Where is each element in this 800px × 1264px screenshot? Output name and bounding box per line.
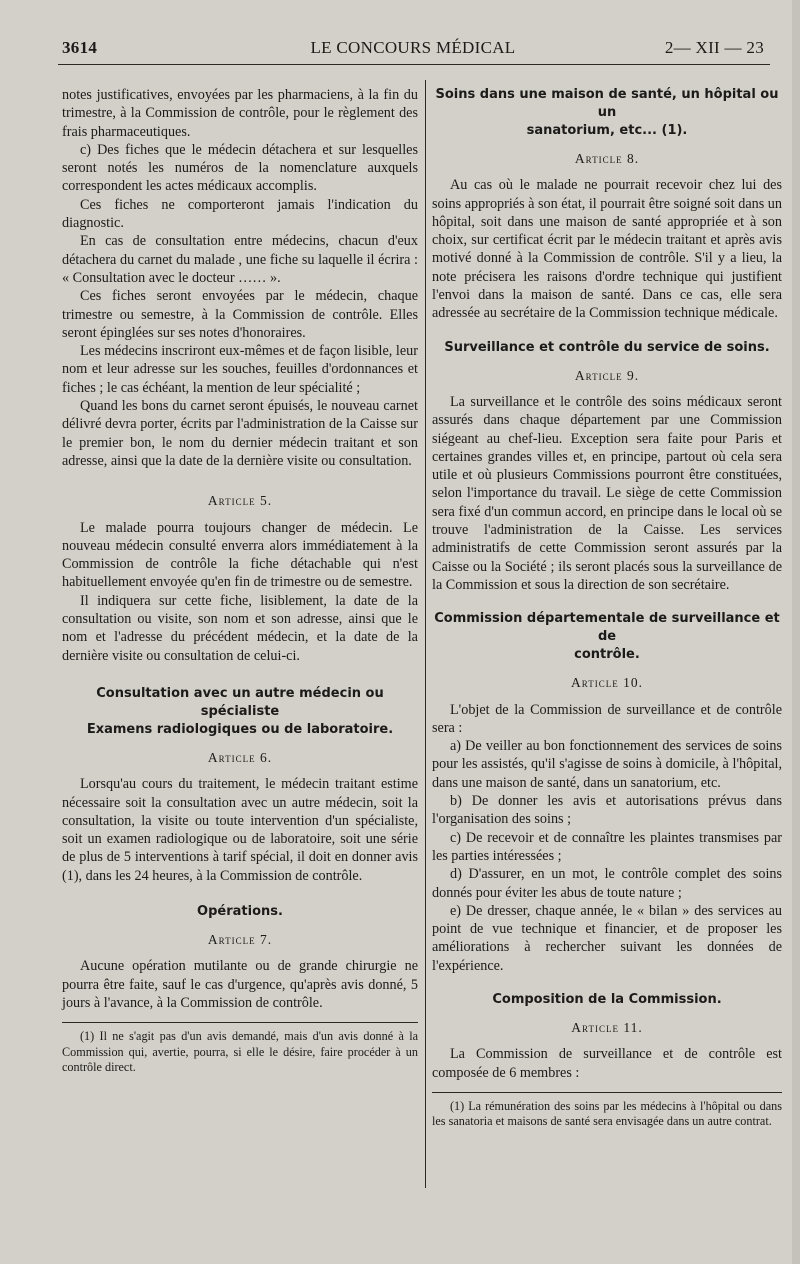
issue-number: 2— XII — 23: [664, 38, 764, 57]
section-heading: [432, 610, 782, 664]
running-header: [62, 34, 764, 60]
paragraph: Ces fiches seront envoyées par le médecin, chaque trimestre ou semestre, à la Commission de contrôle. Elles seront épinglées sur ses notes d'honoraires.: [62, 288, 418, 341]
footnote-rule: [432, 1092, 782, 1093]
article-heading: Article 8.: [574, 151, 640, 166]
header-rule: [58, 64, 770, 65]
paragraph: Ces fiches ne comporteront jamais l'indication du diagnostic.: [62, 196, 418, 232]
paragraph: Il indiquera sur cette fiche, lisiblement, la date de la consultation ou visite, son nom et son adresse, ainsi que le nom et l'adresse du précédent médecin, et la date de la dernière visite ou consultation de celui-ci.: [62, 592, 418, 664]
column-divider: [425, 80, 426, 1188]
page-number: 3614: [62, 38, 98, 57]
paragraph: Aucune opération mutilante ou de grande chirurgie ne pourra être faite, sauf le cas d'urgence, qu'après avis donné, 5 jours à l'avance, à la Commission de contrôle.: [62, 958, 418, 1011]
paragraph: La surveillance et le contrôle des soins médicaux seront assurés dans chaque département par une Commission siégeant au chef-lieu. Exception sera faite pour Paris et certaines grandes villes et, en principe, partout où cela sera utile et où plusieurs Commissions pourront être constituées, selon l'importance du travail. Le siège de cette Commission sera fixé d'un commun accord, en principe dans le local où se trouve l'administration de la Caisse. Les services administratifs de cette Commission seront assurés par la Caisse ou la Société ; ils seront placés sous la surveillance de la Commission et sous la direction de son secrétaire.: [432, 393, 782, 593]
paragraph: d) D'assurer, en un mot, le contrôle complet des soins donnés pour éviter les abus de toute nature ;: [432, 866, 782, 901]
article-heading: Article 9.: [574, 367, 640, 383]
section-heading-line: Consultation avec un autre médecin ou spécialiste: [96, 685, 384, 719]
paragraph: Lorsqu'au cours du traitement, le médecin traitant estime nécessaire soit la consultation avec un autre médecin, soit la consultation, la visite ou toute intervention d'un spécialiste, soit un examen radiologique ou de laboratoire, soit une série de plus de 5 interventions à tarif spécial, il doit en donner avis (1), dans les 24 heures, à la Commission de contrôle.: [62, 776, 418, 884]
section-heading: Composition de la Commission.: [492, 991, 722, 1007]
section-heading: Opérations.: [197, 903, 283, 919]
paragraph: En cas de consultation entre médecins, chacun d'eux détachera du carnet du malade , une fiche su laquelle il écrira : « Consultation avec le docteur …… ».: [62, 233, 418, 286]
paragraph: notes justificatives, envoyées par les pharmaciens, à la fin du trimestre, à la Commission de contrôle, pour le règlement des frais pharmaceutiques.: [62, 87, 418, 140]
paragraph: a) De veiller au bon fonctionnement des services de soins pour les assistés, qu'il s'agisse de soins à domicile, à l'hôpital, dans une maison de santé, dans un sanatorium, etc.: [432, 738, 782, 791]
paragraph: c) De recevoir et de connaître les plaintes transmises par les parties intéressées ;: [432, 829, 782, 864]
article-heading: Article 6.: [207, 749, 273, 765]
section-heading-line: Soins dans une maison de santé, un hôpital ou un: [435, 87, 779, 120]
section-heading-line: contrôle.: [574, 647, 640, 663]
section-heading-line: Commission départementale de surveillance et de: [434, 611, 780, 645]
article-heading: Article 7.: [207, 931, 273, 947]
section-heading: [62, 685, 418, 739]
paragraph: L'objet de la Commission de surveillance et de contrôle sera :: [432, 701, 782, 736]
paragraph: La Commission de surveillance et de contrôle est composée de 6 membres :: [432, 1046, 782, 1081]
footnote: (1) La rémunération des soins par les médecins à l'hôpital ou dans les sanatoria et maisons de santé sera envisagée dans un autre contrat.: [432, 1098, 782, 1129]
paragraph: Quand les bons du carnet seront épuisés, le nouveau carnet délivré devra porter, écrits par l'administration de la Caisse sur le premier bon, le nom du dernier médecin traitant et son adresse, ainsi que la date de la dernière visite ou consultation.: [62, 398, 418, 469]
article-heading: Article 10.: [571, 675, 643, 691]
section-heading: Surveillance et contrôle du service de soins.: [444, 339, 770, 355]
page-edge: [792, 0, 800, 1264]
paragraph: b) De donner les avis et autorisations prévus dans l'organisation des soins ;: [432, 793, 782, 828]
footnote: (1) Il ne s'agit pas d'un avis demandé, mais d'un avis donné à la Commission qui, avertie, pourra, si elle le désire, faire procéder à un contrôle direct.: [62, 1029, 418, 1075]
journal-title: LE CONCOURS MÉDICAL: [310, 38, 516, 57]
section-heading-line: sanatorium, etc... (1).: [526, 123, 688, 138]
paragraph: e) De dresser, chaque année, le « bilan » des services au point de vue technique et financier, et de proposer les améliorations à rechercher suivant les données de l'expérience.: [432, 902, 782, 974]
paragraph: Les médecins inscriront eux-mêmes et de façon lisible, leur nom et leur adresse sur les souches, feuilles d'ordonnances et fiches ; le cas échéant, la mention de leur spécialité ;: [62, 343, 418, 396]
section-heading: [432, 86, 782, 140]
paragraph: Au cas où le malade ne pourrait recevoir chez lui des soins appropriés à son état, il pourrait être soigné soit dans un hôpital, soit dans une maison de santé appropriée et à son choix, sur certificat écrit par le médecin traitant et après avis motivé donné à la Commission de contrôle. S'il y a lieu, la note précisera les raisons d'ordre technique qui justifient l'envoi dans la maison de santé. Dans ce cas, elle sera adressée au secrétaire de la Commission technique médicale.: [432, 177, 782, 322]
article-heading: Article 11.: [571, 1019, 643, 1035]
paragraph: Le malade pourra toujours changer de médecin. Le nouveau médecin consulté enverra alors immédiatement à la Commission de contrôle la fiche détachable qui n'est habituellement envoyée qu'en fin de trimestre ou de semestre.: [62, 519, 418, 591]
paragraph: c) Des fiches que le médecin détachera et sur lesquelles seront notés les numéros de la nomenclature auxquels correspondent les actes médicaux accomplis.: [62, 141, 418, 195]
section-heading-line: Examens radiologiques ou de laboratoire.: [86, 721, 394, 737]
left-column: [62, 86, 418, 1076]
right-column: [432, 86, 782, 1130]
article-heading: Article 5.: [207, 493, 273, 509]
footnote-rule: [62, 1022, 418, 1023]
